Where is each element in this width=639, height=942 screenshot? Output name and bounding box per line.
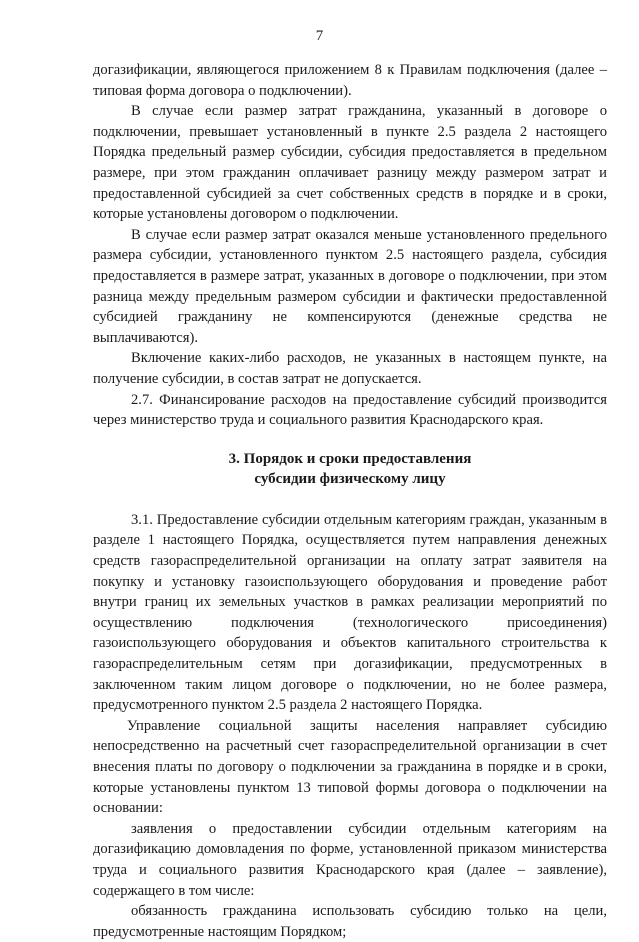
section-3-heading-line1: 3. Порядок и сроки предоставления xyxy=(228,450,472,467)
paragraph-social-protection-transfer: Управление социальной защиты населения направляет субсидию непосредственно на расчетный счет газораспределительной организации в счет внесения платы по договору о подключении за гражданина в порядке и в сроки, которые установлены пунктом 13 типовой формы договора о подключении на основании: xyxy=(93,717,607,817)
paragraph-cost-below-limit: В случае если размер затрат оказался меньше установленного предельного размера субсидии, установленного пунктом 2.5 настоящего раздела, субсидия предоставляется в размере затрат, указанных в договоре о подключении, при этом разница между предельным размером субсидии и фактически предоставленной субсидией гражданину не компенсируются (денежные средства не выплачиваются). xyxy=(93,226,607,346)
paragraph-excluded-expenses: Включение каких-либо расходов, не указанных в настоящем пункте, на получение субсидии, в состав затрат не допускается. xyxy=(93,350,607,387)
section-3-heading-line2: субсидии физическому лицу xyxy=(254,471,446,488)
paragraph-cost-exceeds-limit: В случае если размер затрат гражданина, указанный в договоре о подключении, превышает установленный в пункте 2.5 раздела 2 настоящего Порядка предельный размер субсидии, субсидия предоставляется в предельном размере, при этом гражданин оплачивает разницу между размером затрат и предоставленной субсидией за счет собственных средств в порядке и в сроки, которые установлены договором о подключении. xyxy=(93,103,607,223)
paragraph-3-1: 3.1. Предоставление субсидии отдельным категориям граждан, указанным в разделе 1 настоящего Порядка, осуществляется путем направления денежных средств газораспределительной организации на оплату затрат заявителя на покупку и установку газоиспользующего оборудования и проведение работ внутри границ их земельных участков в рамках реализации мероприятий по осуществлению подключения (технологического присоединения) газоиспользующего оборудования и объектов капитального строительства к газораспределительным сетям при догазификации, предусмотренных в заключенном таким лицом договоре о подключении, но не более размера, предусмотренного пунктом 2.5 раздела 2 настоящего Порядка. xyxy=(93,511,607,714)
page-number: 7 xyxy=(315,28,324,44)
paragraph-application: заявления о предоставлении субсидии отдельным категориям на догазификацию домовладения по форме, установленной приказом министерства труда и социального развития Краснодарского края (далее – заявление), содержащего в том числе: xyxy=(93,820,607,899)
paragraph-obligation: обязанность гражданина использовать субсидию только на цели, предусмотренные настоящим Порядком; xyxy=(93,903,607,940)
section-3-heading xyxy=(93,449,607,490)
paragraph-continuation: догазификации, являющегося приложением 8 к Правилам подключения (далее – типовая форма договора о подключении). xyxy=(93,62,607,99)
paragraph-2-7-financing: 2.7. Финансирование расходов на предоставление субсидий производится через министерство труда и социального развития Краснодарского края. xyxy=(93,391,607,429)
document-body xyxy=(93,60,607,942)
